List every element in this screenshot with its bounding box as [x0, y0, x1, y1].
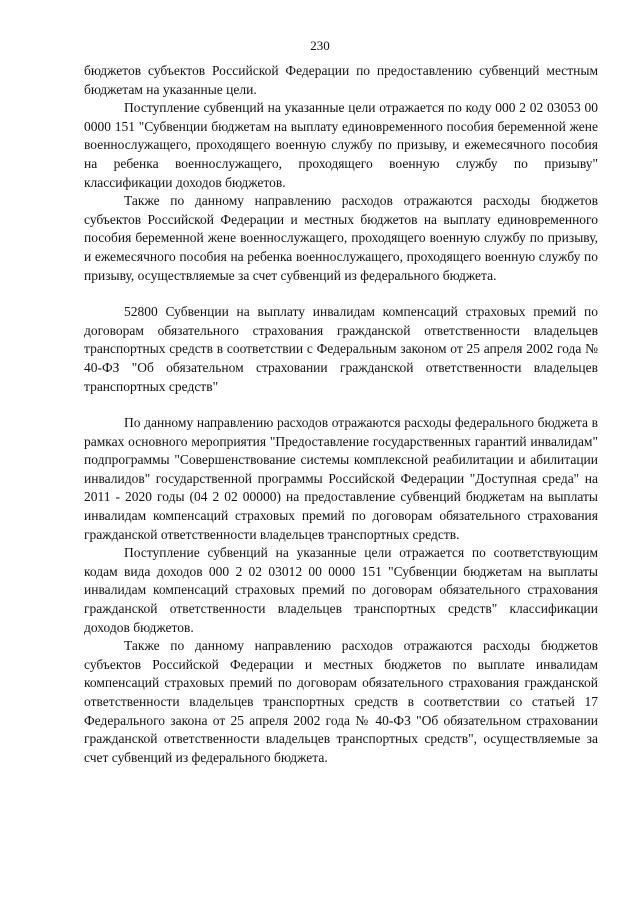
paragraph-federal-expenses: По данному направлению расходов отражаются расходы федерального бюджета в рамках основного мероприятия "Предоставление государственных гарантий инвалидам" подпрограммы "Совершенствование системы комплексной реабилитации и абилитации инвалидов" государственной программы Российской Федерации "Доступная среда" на 2011 - 2020 годы (04 2 02 00000) на предоставление субвенций бюджетам на выплаты инвалидам компенсаций страховых премий по договорам обязательного страхования гражданской ответственности владельцев транспортных средств. [84, 415, 598, 542]
paragraph-regional-expenses-12: Также по данному направлению расходов отражаются расходы бюджетов субъектов Российской Федерации и местных бюджетов по выплате инвалидам компенсаций страховых премий по договорам обязательного страхования гражданской ответственности владельцев транспортных средств в соответствии со статьей 17 Федерального закона от 25 апреля 2002 года № 40-ФЗ "Об обязательном страховании гражданской ответственности владельцев транспортных средств", осуществляемые за счет субвенций из федерального бюджета. [84, 638, 598, 765]
page-content [84, 62, 598, 767]
section-heading-52800: 52800 Субвенции на выплату инвалидам компенсаций страховых премий по договорам обязательного страхования гражданской ответственности владельцев транспортных средств в соответствии с Федеральным законом от 25 апреля 2002 года № 40-ФЗ "Об обязательном страховании гражданской ответственности владельцев транспортных средств" [84, 304, 598, 394]
paragraph-continuation: бюджетов субъектов Российской Федерации по предоставлению субвенций местным бюджетам на указанные цели. [84, 63, 598, 97]
section-gap [84, 396, 598, 414]
paragraph-regional-expenses-53: Также по данному направлению расходов отражаются расходы бюджетов субъектов Российской Федерации и местных бюджетов на выплату единовременного пособия беременной жене военнослужащего, проходящего военную службу по призыву, и ежемесячного пособия на ребенка военнослужащего, проходящего военную службу по призыву, осуществляемые за счет субвенций из федерального бюджета. [84, 193, 598, 283]
page-number: 230 [310, 38, 330, 53]
paragraph-income-code-12: Поступление субвенций на указанные цели отражается по соответствующим кодам вида доходов 000 2 02 03012 00 0000 151 "Субвенции бюджетам на выплаты инвалидам компенсаций страховых премий по договорам обязательного страхования гражданской ответственности владельцев транспортных средств" классификации доходов бюджетов. [84, 545, 598, 635]
section-gap [84, 285, 598, 303]
paragraph-income-code-53: Поступление субвенций на указанные цели отражается по коду 000 2 02 03053 00 0000 151 "Субвенции бюджетам на выплату единовременного пособия беременной жене военнослужащего, проходящего военную службу по призыву, и ежемесячного пособия на ребенка военнослужащего, проходящего военную службу по призыву" классификации доходов бюджетов. [84, 100, 598, 190]
